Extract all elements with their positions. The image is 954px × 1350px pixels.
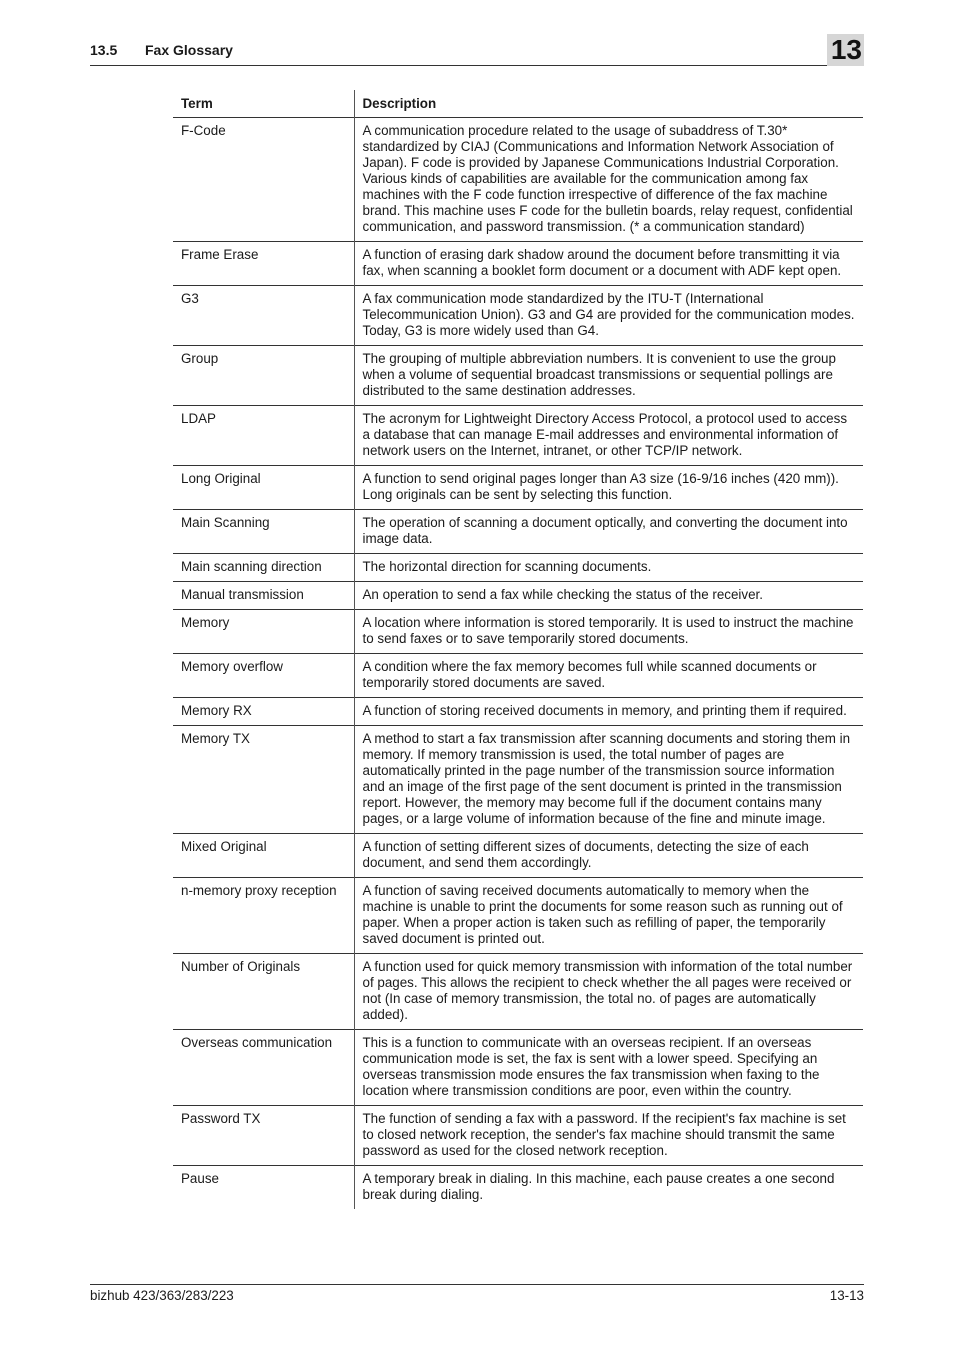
description-cell: The operation of scanning a document optically, and converting the document into image data. [362,515,848,546]
term-cell: Number of Originals [173,954,354,1030]
term-cell: Memory overflow [173,654,354,698]
description-cell: The grouping of multiple abbreviation numbers. It is convenient to use the group when a volume of sequential broadcast transmissions or sequential pollings are distributed to the same destination addresses. [362,351,836,398]
table-row [173,1106,863,1166]
term-cell: G3 [173,286,354,346]
term-cell: Memory RX [173,698,354,726]
table-row [173,582,863,610]
glossary-table [173,90,863,1209]
term-cell: Long Original [173,466,354,510]
term-cell: F-Code [173,118,354,242]
description-cell: The horizontal direction for scanning documents. [362,559,652,574]
description-cell: A temporary break in dialing. In this machine, each pause creates a one second break during dialing. [362,1171,835,1202]
table-row [173,654,863,698]
table-row [173,554,863,582]
table-row [173,698,863,726]
glossary-body [173,118,863,1210]
term-cell: n-memory proxy reception [173,878,354,954]
product-name: bizhub 423/363/283/223 [90,1288,234,1303]
column-header-term: Term [173,90,354,118]
term-cell: Memory [173,610,354,654]
table-row [173,610,863,654]
table-row [173,346,863,406]
term-cell: Memory TX [173,726,354,834]
description-cell: A function of saving received documents automatically to memory when the machine is unable to print the documents for some reason such as running out of paper. When a proper action is taken such as refilling of paper, the temporarily saved document is printed out. [362,883,843,946]
description-cell: A location where information is stored temporarily. It is used to instruct the machine to send faxes or to save temporarily stored documents. [362,615,854,646]
table-row [173,406,863,466]
description-cell: This is a function to communicate with an overseas recipient. If an overseas communication mode is set, the fax is sent with a lower speed. Specifying an overseas transmission mode ensures the fax transmission when faxing to the location where transmission conditions are poor, even within the country. [362,1035,820,1098]
description-cell: A function used for quick memory transmission with information of the total number of pages. This allows the recipient to check whether the all pages were received or not (In case of memory transmission, the total no. of pages are automatically added). [362,959,853,1022]
description-cell: The acronym for Lightweight Directory Access Protocol, a protocol used to access a database that can manage E-mail addresses and environmental information of network users on the Internet, intranet, or other TCP/IP network. [362,411,848,458]
term-cell: Pause [173,1166,354,1210]
term-cell: Overseas communication [173,1030,354,1106]
description-cell: A fax communication mode standardized by the ITU-T (International Telecommunication Union). G3 and G4 are provided for the communication modes. Today, G3 is more widely used than G4. [362,291,855,338]
table-row [173,118,863,242]
table-row [173,1166,863,1210]
description-cell: A function of storing received documents in memory, and printing them if required. [362,703,847,718]
description-cell: A function to send original pages longer than A3 size (16-9/16 inches (420 mm)). Long originals can be sent by selecting this function. [362,471,839,502]
table-row [173,286,863,346]
description-cell: A communication procedure related to the usage of subaddress of T.30* standardized by CIAJ (Communications and Information Network Association of Japan). F code is provided by Japanese Communications Industrial Corporation. Various kinds of capabilities are available for the communication among fax machines with the F code function irrespective of difference of the fax machine brand. This machine uses F code for the bulletin boards, relay request, confidential communication, and password transmission. (* a communication standard) [362,123,853,234]
column-header-description: Description [362,96,437,111]
term-cell: Mixed Original [173,834,354,878]
table-row [173,834,863,878]
term-cell: Main Scanning [173,510,354,554]
description-cell: A method to start a fax transmission after scanning documents and storing them in memory. If memory transmission is used, the total number of pages are automatically printed in the page number of the transmission source information and an image of the first page of the sent document is printed in the transmission report. However, the memory may become full if the document contains many pages, or a large volume of information because of the fine and minute image. [362,731,851,826]
description-cell: The function of sending a fax with a password. If the recipient's fax machine is set to closed network reception, the sender's fax machine should transmit the same password as used for the closed network reception. [362,1111,846,1158]
section-number: 13.5 [90,42,118,58]
table-row [173,878,863,954]
term-cell: LDAP [173,406,354,466]
table-row [173,1030,863,1106]
description-cell: An operation to send a fax while checking the status of the receiver. [362,587,763,602]
term-cell: Main scanning direction [173,554,354,582]
description-cell: A function of erasing dark shadow around the document before transmitting it via fax, when scanning a booklet form document or a document with ADF kept open. [362,247,842,278]
page-header [90,34,864,66]
chapter-badge: 13 [827,34,864,66]
page-footer [90,1284,864,1306]
description-cell: A condition where the fax memory becomes full while scanned documents or temporarily stored documents are saved. [362,659,817,690]
table-row [173,466,863,510]
table-row [173,726,863,834]
term-cell: Frame Erase [173,242,354,286]
table-row [173,242,863,286]
table-row [173,954,863,1030]
term-cell: Group [173,346,354,406]
description-cell: A function of setting different sizes of documents, detecting the size of each document, and send them accordingly. [362,839,809,870]
table-header-row [173,90,863,118]
term-cell: Password TX [173,1106,354,1166]
table-row [173,510,863,554]
term-cell: Manual transmission [173,582,354,610]
page-number: 13-13 [829,1288,864,1303]
section-title: Fax Glossary [145,42,233,58]
